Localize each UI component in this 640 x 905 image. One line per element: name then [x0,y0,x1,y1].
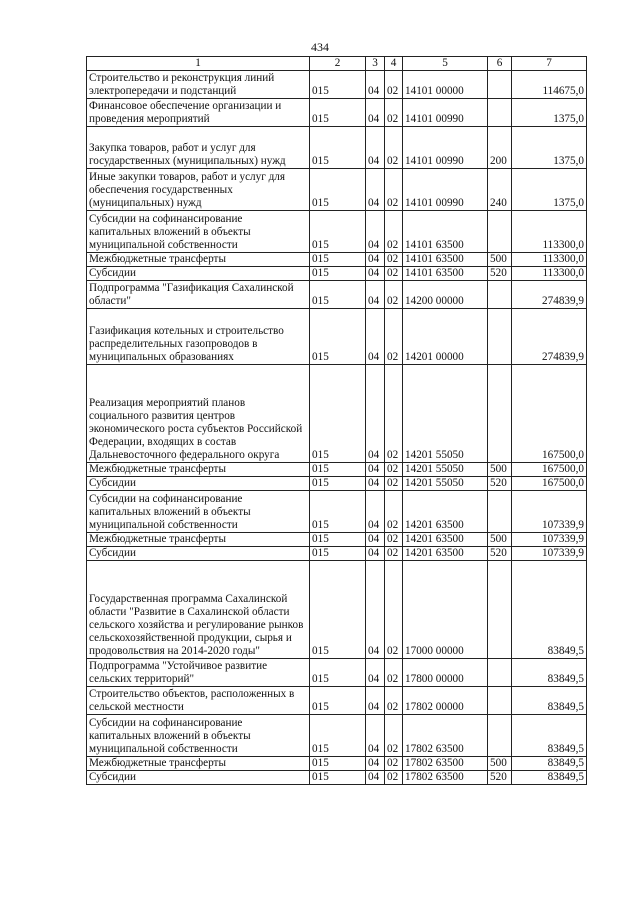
row-section-cell: 04 [366,771,385,785]
row-section-cell: 04 [366,309,385,365]
row-amount-cell: 107339,9 [512,547,587,561]
row-section-cell: 04 [366,533,385,547]
row-amount-cell: 83849,5 [512,715,587,757]
row-target-cell: 14101 63500 [403,253,488,267]
row-target-cell: 14201 55050 [403,365,488,463]
table-row [87,169,587,211]
row-subsection-cell: 02 [385,463,403,477]
row-target-cell: 14101 63500 [403,211,488,253]
row-expense-type-cell: 500 [488,463,512,477]
row-amount-cell: 107339,9 [512,533,587,547]
row-amount-cell: 83849,5 [512,757,587,771]
row-section-cell: 04 [366,463,385,477]
row-amount-cell: 113300,0 [512,253,587,267]
row-target-cell: 14201 55050 [403,477,488,491]
row-code-cell: 015 [310,561,366,659]
row-code-cell: 015 [310,169,366,211]
table-row [87,715,587,757]
row-amount-cell: 114675,0 [512,71,587,99]
row-name-cell: Субсидии [87,267,310,281]
row-subsection-cell: 02 [385,547,403,561]
row-subsection-cell: 02 [385,715,403,757]
row-subsection-cell: 02 [385,365,403,463]
row-target-cell: 17802 63500 [403,771,488,785]
row-target-cell: 14101 00990 [403,169,488,211]
row-code-cell: 015 [310,757,366,771]
row-subsection-cell: 02 [385,533,403,547]
row-name-cell: Финансовое обеспечение организации и проведения мероприятий [87,99,310,127]
table-row [87,477,587,491]
table-row [87,267,587,281]
row-name-cell: Межбюджетные трансферты [87,757,310,771]
row-code-cell: 015 [310,463,366,477]
row-code-cell: 015 [310,715,366,757]
row-section-cell: 04 [366,659,385,687]
row-section-cell: 04 [366,169,385,211]
row-target-cell: 14201 63500 [403,547,488,561]
row-section-cell: 04 [366,211,385,253]
header-cell-3: 3 [366,57,385,71]
row-expense-type-cell [488,715,512,757]
row-section-cell: 04 [366,491,385,533]
row-subsection-cell: 02 [385,71,403,99]
row-expense-type-cell [488,71,512,99]
row-code-cell: 015 [310,365,366,463]
table-row [87,491,587,533]
table-row [87,127,587,169]
row-code-cell: 015 [310,309,366,365]
row-name-cell: Межбюджетные трансферты [87,253,310,267]
row-name-cell: Межбюджетные трансферты [87,533,310,547]
row-name-cell: Иные закупки товаров, работ и услуг для обеспечения государственных (муниципальных) нужд [87,169,310,211]
header-cell-7: 7 [512,57,587,71]
row-code-cell: 015 [310,127,366,169]
table-row [87,771,587,785]
row-target-cell: 17802 00000 [403,687,488,715]
row-name-cell: Субсидии на софинансирование капитальных вложений в объекты муниципальной собственности [87,491,310,533]
row-target-cell: 14200 00000 [403,281,488,309]
header-cell-4: 4 [385,57,403,71]
row-amount-cell: 113300,0 [512,211,587,253]
row-code-cell: 015 [310,771,366,785]
row-expense-type-cell [488,365,512,463]
table-row [87,211,587,253]
row-section-cell: 04 [366,477,385,491]
row-subsection-cell: 02 [385,687,403,715]
row-section-cell: 04 [366,281,385,309]
row-subsection-cell: 02 [385,267,403,281]
row-section-cell: 04 [366,757,385,771]
row-code-cell: 015 [310,71,366,99]
row-target-cell: 14201 63500 [403,491,488,533]
header-cell-5: 5 [403,57,488,71]
row-target-cell: 14101 00000 [403,71,488,99]
row-name-cell: Субсидии [87,547,310,561]
row-amount-cell: 274839,9 [512,281,587,309]
row-expense-type-cell: 520 [488,477,512,491]
row-name-cell: Государственная программа Сахалинской области "Развитие в Сахалинской области сельского хозяйства и регулирование рынков сельскохозяйственной продукции, сырья и продовольствия на 2014-2020 годы" [87,561,310,659]
row-name-cell: Субсидии [87,771,310,785]
row-target-cell: 14101 63500 [403,267,488,281]
row-name-cell: Субсидии на софинансирование капитальных вложений в объекты муниципальной собственности [87,211,310,253]
table-row [87,99,587,127]
row-expense-type-cell [488,687,512,715]
row-code-cell: 015 [310,477,366,491]
row-name-cell: Подпрограмма "Газификация Сахалинской области" [87,281,310,309]
row-name-cell: Газификация котельных и строительство распределительных газопроводов в муниципальных образованиях [87,309,310,365]
row-amount-cell: 83849,5 [512,771,587,785]
row-amount-cell: 167500,0 [512,477,587,491]
header-cell-6: 6 [488,57,512,71]
row-name-cell: Субсидии [87,477,310,491]
row-section-cell: 04 [366,99,385,127]
table-row [87,309,587,365]
row-expense-type-cell: 240 [488,169,512,211]
row-subsection-cell: 02 [385,253,403,267]
row-name-cell: Межбюджетные трансферты [87,463,310,477]
row-target-cell: 17000 00000 [403,561,488,659]
row-subsection-cell: 02 [385,169,403,211]
row-section-cell: 04 [366,71,385,99]
row-target-cell: 17802 63500 [403,715,488,757]
row-subsection-cell: 02 [385,561,403,659]
row-code-cell: 015 [310,687,366,715]
row-expense-type-cell [488,309,512,365]
row-expense-type-cell [488,211,512,253]
table-row [87,71,587,99]
table-row [87,561,587,659]
row-target-cell: 14101 00990 [403,99,488,127]
header-cell-1: 1 [87,57,310,71]
row-subsection-cell: 02 [385,127,403,169]
row-subsection-cell: 02 [385,309,403,365]
row-section-cell: 04 [366,127,385,169]
table-row [87,253,587,267]
row-subsection-cell: 02 [385,491,403,533]
row-expense-type-cell [488,491,512,533]
row-target-cell: 14201 55050 [403,463,488,477]
row-amount-cell: 1375,0 [512,127,587,169]
row-subsection-cell: 02 [385,281,403,309]
row-section-cell: 04 [366,547,385,561]
row-section-cell: 04 [366,715,385,757]
budget-table [86,56,587,785]
row-target-cell: 14201 00000 [403,309,488,365]
row-subsection-cell: 02 [385,211,403,253]
row-amount-cell: 1375,0 [512,99,587,127]
row-code-cell: 015 [310,547,366,561]
row-target-cell: 17800 00000 [403,659,488,687]
row-amount-cell: 1375,0 [512,169,587,211]
table-row [87,365,587,463]
row-expense-type-cell: 520 [488,771,512,785]
row-amount-cell: 274839,9 [512,309,587,365]
row-expense-type-cell [488,281,512,309]
row-expense-type-cell [488,659,512,687]
row-amount-cell: 107339,9 [512,491,587,533]
row-name-cell: Строительство и реконструкция линий электропередачи и подстанций [87,71,310,99]
row-target-cell: 14101 00990 [403,127,488,169]
row-amount-cell: 83849,5 [512,561,587,659]
row-section-cell: 04 [366,561,385,659]
row-code-cell: 015 [310,99,366,127]
row-subsection-cell: 02 [385,477,403,491]
row-section-cell: 04 [366,365,385,463]
row-name-cell: Субсидии на софинансирование капитальных вложений в объекты муниципальной собственности [87,715,310,757]
row-target-cell: 14201 63500 [403,533,488,547]
row-name-cell: Закупка товаров, работ и услуг для государственных (муниципальных) нужд [87,127,310,169]
row-expense-type-cell: 200 [488,127,512,169]
row-expense-type-cell: 520 [488,547,512,561]
row-expense-type-cell [488,99,512,127]
row-code-cell: 015 [310,491,366,533]
table-row [87,533,587,547]
table-row [87,659,587,687]
row-expense-type-cell: 500 [488,757,512,771]
header-row [87,57,587,71]
row-expense-type-cell [488,561,512,659]
row-expense-type-cell: 520 [488,267,512,281]
row-name-cell: Строительство объектов, расположенных в сельской местности [87,687,310,715]
page-number: 434 [311,40,329,54]
row-code-cell: 015 [310,659,366,687]
row-section-cell: 04 [366,267,385,281]
row-amount-cell: 83849,5 [512,659,587,687]
header-cell-2: 2 [310,57,366,71]
table-row [87,281,587,309]
row-target-cell: 17802 63500 [403,757,488,771]
row-code-cell: 015 [310,533,366,547]
row-amount-cell: 167500,0 [512,463,587,477]
table-row [87,757,587,771]
row-subsection-cell: 02 [385,659,403,687]
row-amount-cell: 113300,0 [512,267,587,281]
row-amount-cell: 83849,5 [512,687,587,715]
row-name-cell: Реализация мероприятий планов социального развития центров экономического роста субъектов Российской Федерации, входящих в состав Дальневосточного федерального округа [87,365,310,463]
row-code-cell: 015 [310,267,366,281]
row-code-cell: 015 [310,281,366,309]
row-expense-type-cell: 500 [488,253,512,267]
table-row [87,687,587,715]
row-subsection-cell: 02 [385,771,403,785]
row-subsection-cell: 02 [385,99,403,127]
row-section-cell: 04 [366,253,385,267]
row-code-cell: 015 [310,211,366,253]
row-code-cell: 015 [310,253,366,267]
row-name-cell: Подпрограмма "Устойчивое развитие сельских территорий" [87,659,310,687]
row-amount-cell: 167500,0 [512,365,587,463]
row-section-cell: 04 [366,687,385,715]
row-subsection-cell: 02 [385,757,403,771]
row-expense-type-cell: 500 [488,533,512,547]
table-row [87,547,587,561]
table-row [87,463,587,477]
